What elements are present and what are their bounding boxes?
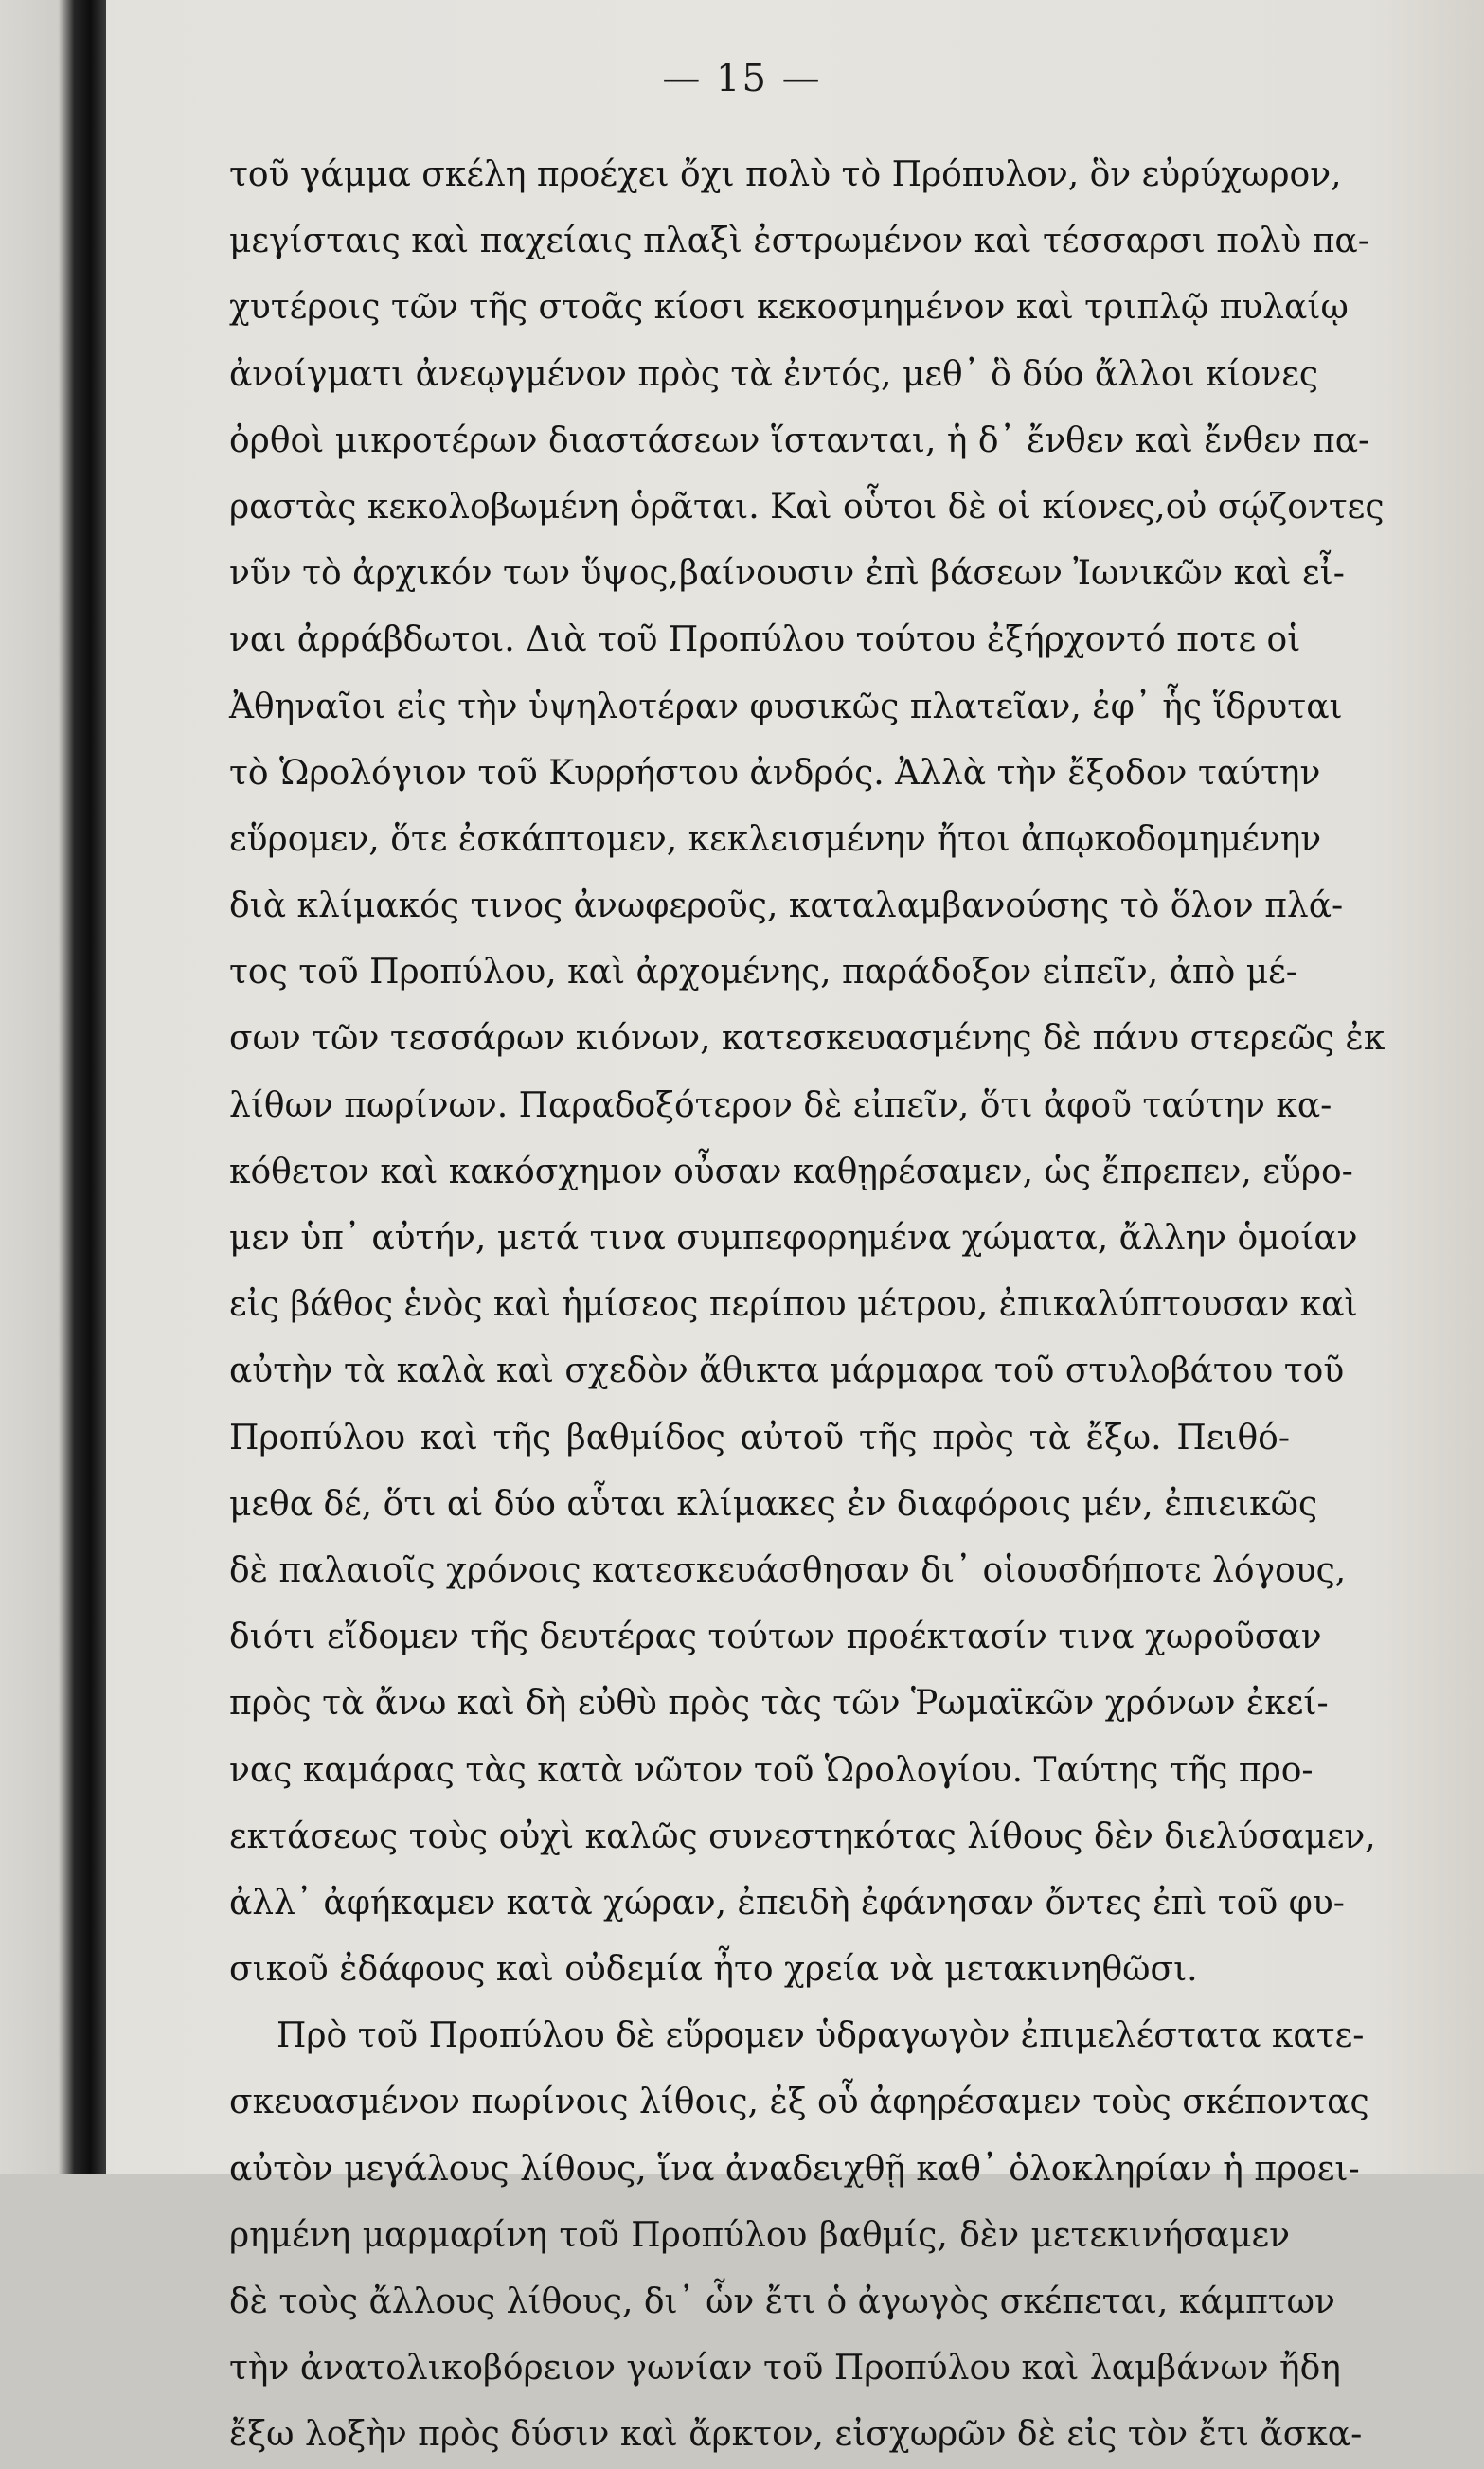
text-line: τὸ Ὡρολόγιον τοῦ Κυρρήστου ἀνδρός. Ἀλλὰ τὴν ἔξοδον ταύτην <box>229 753 1321 793</box>
text-line: ἀνοίγματι ἀνεῳγμένον πρὸς τὰ ἐντός, μεθ᾽ ὃ δύο ἄλλοι κίονες <box>229 354 1319 394</box>
text-line: ναι ἀρράβδωτοι. Διὰ τοῦ Προπύλου τούτου ἐξήρχοντό ποτε οἱ <box>229 620 1301 660</box>
text-line: μεθα δέ, ὅτι αἱ δύο αὗται κλίμακες ἐν διαφόροις μέν, ἐπιεικῶς <box>229 1484 1318 1524</box>
text-line: Ἀθηναῖοι εἰς τὴν ὑψηλοτέραν φυσικῶς πλατεῖαν, ἐφ᾽ ἧς ἵδρυται <box>229 687 1343 726</box>
text-line: Πρὸ τοῦ Προπύλου δὲ εὕρομεν ὑδραγωγὸν ἐπιμελέστατα κατε- <box>277 2016 1365 2056</box>
text-line: πρὸς τὰ ἄνω καὶ δὴ εὐθὺ πρὸς τὰς τῶν Ῥωμαϊκῶν χρόνων ἐκεί- <box>229 1684 1329 1724</box>
text-line: διὰ κλίμακός τινος ἀνωφεροῦς, καταλαμβανούσης τὸ ὅλον πλά- <box>229 886 1344 926</box>
text-line: ραστὰς κεκολοβωμένη ὁρᾶται. Καὶ οὗτοι δὲ οἱ κίονες,οὐ σῴζοντες <box>229 487 1385 527</box>
text-line: μεγίσταις καὶ παχείαις πλαξὶ ἐστρωμένον καὶ τέσσαρσι πολὺ πα- <box>229 222 1369 261</box>
text-line: δὲ παλαιοῖς χρόνοις κατεσκευάσθησαν δι᾽ οἱουσδήποτε λόγους, <box>229 1550 1347 1590</box>
text-line: σκευασμένον πωρίνοις λίθοις, ἐξ οὗ ἀφηρέσαμεν τοὺς σκέποντας <box>229 2083 1369 2122</box>
text-line: τος τοῦ Προπύλου, καὶ ἀρχομένης, παράδοξον εἰπεῖν, ἀπὸ μέ- <box>229 953 1297 993</box>
text-line: κόθετον καὶ κακόσχημον οὖσαν καθῃρέσαμεν, ὡς ἔπρεπεν, εὕρο- <box>229 1152 1353 1191</box>
text-line: ὀρθοὶ μικροτέρων διαστάσεων ἵστανται, ἡ δ᾽ ἔνθεν καὶ ἔνθεν πα- <box>229 420 1370 460</box>
text-line: σικοῦ ἐδάφους καὶ οὐδεμία ἦτο χρεία νὰ μετακινηθῶσι. <box>229 1950 1198 1990</box>
text-line: διότι εἴδομεν τῆς δευτέρας τούτων προέκτασίν τινα χωροῦσαν <box>229 1618 1322 1657</box>
text-line: τοῦ γάμμα σκέλη προέχει ὄχι πολὺ τὸ Πρόπυλον, ὃν εὐρύχωρον, <box>229 155 1342 194</box>
text-line: χυτέροις τῶν τῆς στοᾶς κίοσι κεκοσμημένον καὶ τριπλῷ πυλαίῳ <box>229 288 1349 328</box>
page-number: — 15 — <box>662 57 822 100</box>
text-line: εὕρομεν, ὅτε ἐσκάπτομεν, κεκλεισμένην ἤτοι ἀπῳκοδομημένην <box>229 819 1322 859</box>
text-line: μεν ὑπ᾽ αὐτήν, μετά τινα συμπεφορημένα χώματα, ἄλλην ὁμοίαν <box>229 1219 1358 1258</box>
text-line: εἰς βάθος ἑνὸς καὶ ἡμίσεος περίπου μέτρου, ἐπικαλύπτουσαν καὶ <box>229 1285 1358 1325</box>
text-line: δὲ τοὺς ἄλλους λίθους, δι᾽ ὧν ἔτι ὁ ἀγωγὸς σκέπεται, κάμπτων <box>229 2282 1335 2321</box>
text-line: εκτάσεως τοὺς οὐχὶ καλῶς συνεστηκότας λίθους δὲν διελύσαμεν, <box>229 1816 1376 1856</box>
body-text <box>229 142 1386 2469</box>
text-line: αὐτὴν τὰ καλὰ καὶ σχεδὸν ἄθικτα μάρμαρα τοῦ στυλοβάτου τοῦ <box>229 1351 1345 1391</box>
text-line: νῦν τὸ ἀρχικόν των ὕψος,βαίνουσιν ἐπὶ βάσεων Ἰωνικῶν καὶ εἶ- <box>229 554 1345 594</box>
text-line: ρημένη μαρμαρίνη τοῦ Προπύλου βαθμίς, δὲν μετεκινήσαμεν <box>229 2215 1290 2255</box>
text-line: Προπύλου καὶ τῆς βαθμίδος αὐτοῦ τῆς πρὸς τὰ ἔξω. Πειθό- <box>229 1418 1290 1458</box>
text-line: αὐτὸν μεγάλους λίθους, ἵνα ἀναδειχθῇ καθ᾽ ὁλοκληρίαν ἡ προει- <box>229 2149 1360 2189</box>
binding-gutter <box>0 0 106 2174</box>
text-line: σων τῶν τεσσάρων κιόνων, κατεσκευασμένης δὲ πάνυ στερεῶς ἐκ <box>229 1019 1386 1059</box>
text-line: νας καμάρας τὰς κατὰ νῶτον τοῦ Ὡρολογίου. Ταύτης τῆς προ- <box>229 1750 1314 1790</box>
text-line: ἀλλ᾽ ἀφήκαμεν κατὰ χώραν, ἐπειδὴ ἐφάνησαν ὄντες ἐπὶ τοῦ φυ- <box>229 1883 1345 1923</box>
text-line: τὴν ἀνατολικοβόρειον γωνίαν τοῦ Προπύλου καὶ λαμβάνων ἤδη <box>229 2349 1341 2388</box>
text-line: λίθων πωρίνων. Παραδοξότερον δὲ εἰπεῖν, ὅτι ἀφοῦ ταύτην κα- <box>229 1085 1332 1125</box>
text-line: ἔξω λοξὴν πρὸς δύσιν καὶ ἄρκτον, εἰσχωρῶν δὲ εἰς τὸν ἔτι ἄσκα- <box>229 2415 1363 2455</box>
